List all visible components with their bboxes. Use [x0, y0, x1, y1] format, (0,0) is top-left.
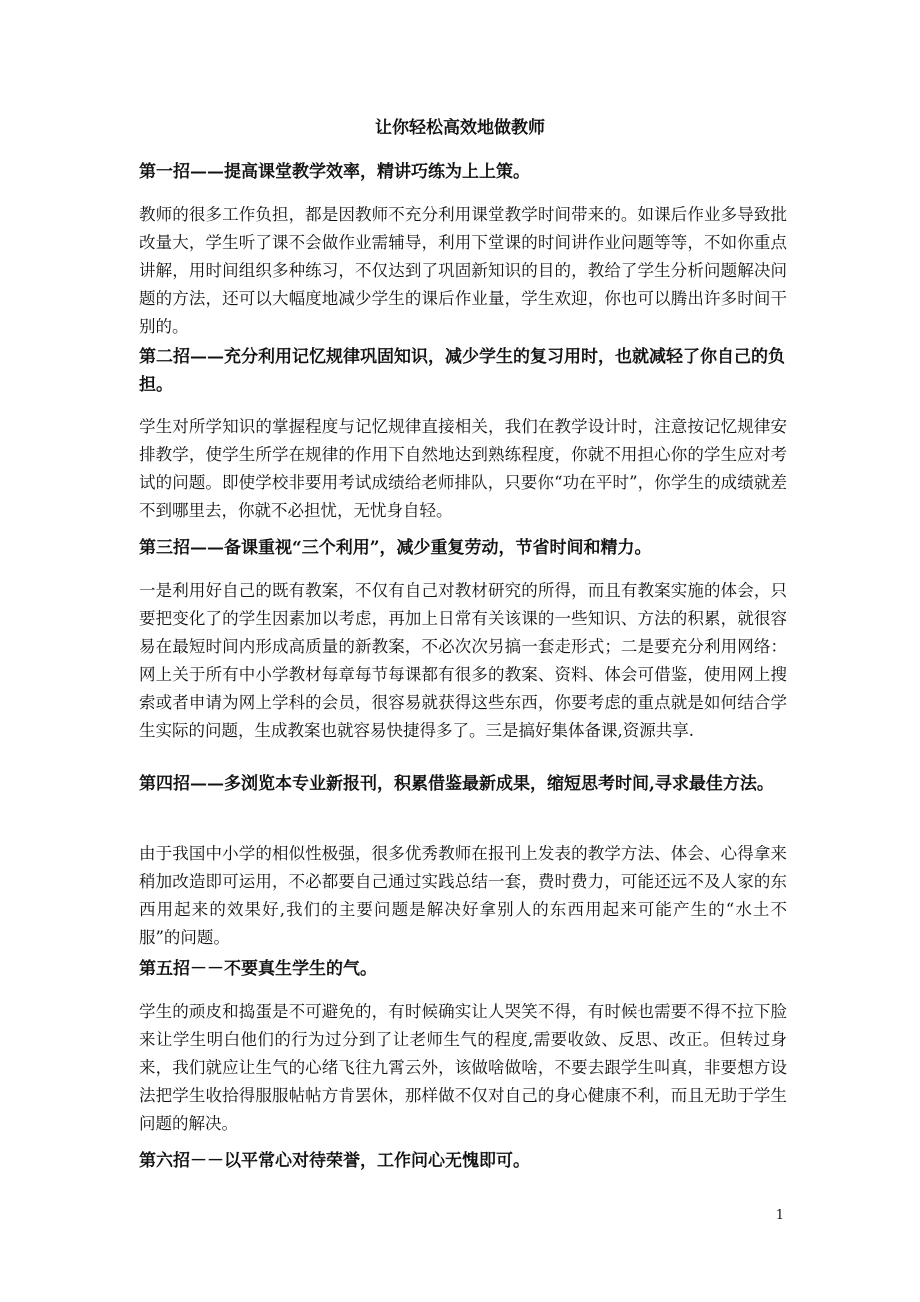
section-5-heading: 第五招－－不要真生学生的气。	[139, 959, 377, 979]
section-5-body: 学生的顽皮和捣蛋是不可避免的，有时候确实让人哭笑不得，有时候也需要不得不拉下脸来让学生明白他们的行为过分到了让老师生气的程度,需要收敛、反思、改正。但转过身来，我们就应让生气的心绪飞往九霄云外，该做啥做啥，不要去跟学生叫真，非要想方设法把学生收拾得服服帖帖方肯罢休，那样做不仅对自己的身心健康不利，而且无助于学生问题的解决。	[139, 1002, 787, 1133]
section-2-body: 学生对所学知识的掌握程度与记忆规律直接相关，我们在教学设计时，注意按记忆规律安排教学，使学生所学在规律的作用下自然地达到熟练程度，你就不用担心你的学生应对考试的问题。即使学校非要用考试成绩给老师排队，只要你“功在平时”，你学生的成绩就差不到哪里去，你就不必担忧，无忧身自轻。	[139, 417, 787, 520]
section-4-heading: 第四招——多浏览本专业新报刊，积累借鉴最新成果，缩短思考时间,寻求最佳方法。	[139, 774, 774, 794]
section-6-heading: 第六招－－以平常心对待荣誉，工作问心无愧即可。	[139, 1151, 530, 1171]
page-number: 1	[775, 1208, 784, 1223]
section-3-heading: 第三招——备课重视“三个利用”，减少重复劳动，节省时间和精力。	[139, 538, 652, 558]
section-1-heading: 第一招——提高课堂教学效率，精讲巧练为上上策。	[139, 162, 530, 182]
section-2-heading: 第二招——充分利用记忆规律巩固知识，减少学生的复习用时，也就减轻了你自己的负担。	[139, 347, 785, 395]
section-1-body: 教师的很多工作负担，都是因教师不充分利用课堂教学时间带来的。如课后作业多导致批改量大，学生听了课不会做作业需辅导，利用下堂课的时间讲作业问题等等，不如你重点讲解，用时间组织多种练习，不仅达到了巩固新知识的目的，教给了学生分析问题解决问题的方法，还可以大幅度地减少学生的课后作业量，学生欢迎，你也可以腾出许多时间干别的。	[139, 205, 787, 336]
section-3-body: 一是利用好自己的既有教案，不仅有自己对教材研究的所得，而且有教案实施的体会，只要把变化了的学生因素加以考虑，再加上日常有关该课的一些知识、方法的积累，就很容易在最短时间内形成高质量的新教案，不必次次另搞一套走形式；二是要充分利用网络：网上关于所有中小学教材每章每节每课都有很多的教案、资料、体会可借鉴，使用网上搜索或者申请为网上学科的会员，很容易就获得这些东西，你要考虑的重点就是如何结合学生实际的问题，生成教案也就容易快捷得多了。三是搞好集体备课,资源共享.	[139, 581, 787, 740]
section-4-body: 由于我国中小学的相似性极强，很多优秀教师在报刊上发表的教学方法、体会、心得拿来稍加改造即可运用，不必都要自己通过实践总结一套，费时费力，可能还远不及人家的东西用起来的效果好,我们的主要问题是解决好拿别人的东西用起来可能产生的“水土不服”的问题。	[139, 844, 787, 947]
document-title: 让你轻松高效地做教师	[375, 118, 545, 138]
